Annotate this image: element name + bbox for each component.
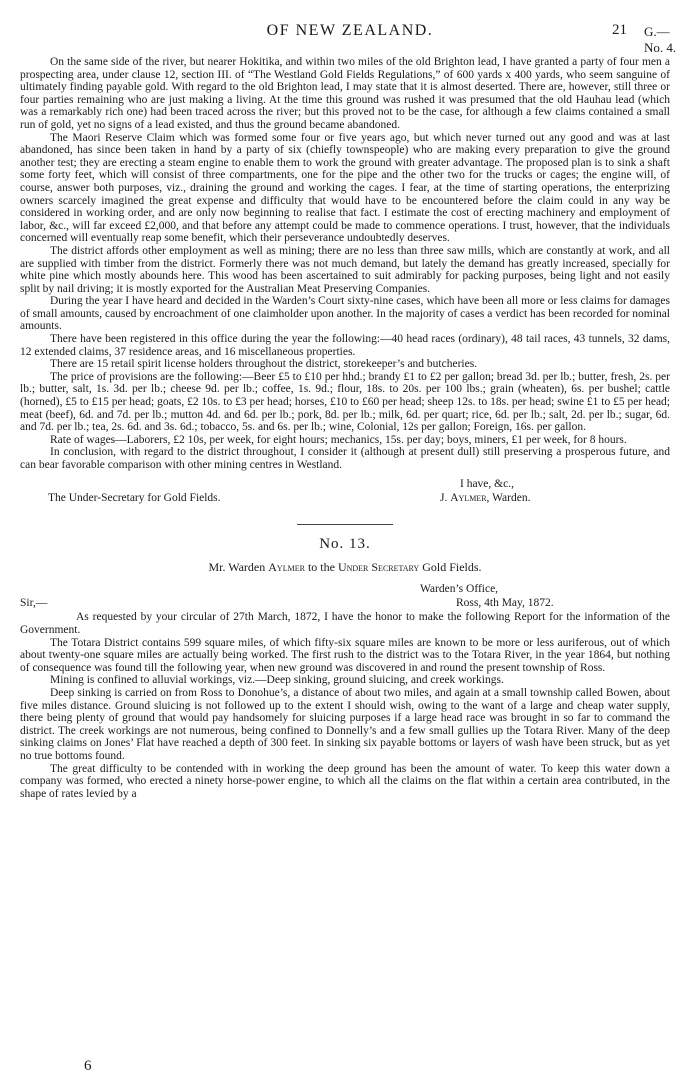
paragraph: The district affords other employment as well as mining; there are no less than three saw mills, which are constantly at work, and all are supplied with timber from the district. Formerly there was not much demand, but lately the demand has greatly increased, specially for white pine which mostly abounds here. This wood has been ascertained to suit admirably for packing purposes, being light and not easily split by nail driving; it is mostly exported for the Australian Meat Preserving Companies. [20, 244, 670, 295]
paragraph: Rate of wages—Laborers, £2 10s, per week, for eight hours; mechanics, 15s. per day; boys, miners, £1 per week, for 8 hours. [50, 433, 627, 446]
page-body [20, 56, 670, 800]
paragraph: The Totara District contains 599 square miles, of which fifty-six square miles are known to be more or less auriferous, out of which about twenty-one square miles are actually being worked. The first rush to the district was to the Totara River, in the year 1864, but nothing of consequence was found till the following year, when new ground was discovered in and round the present township of Ross. [20, 636, 670, 674]
paragraph: Mining is confined to alluvial workings, viz.—Deep sinking, ground sluicing, and creek workings. [50, 674, 504, 687]
letter-place-date: Ross, 4th May, 1872. [456, 597, 554, 610]
paragraph: On the same side of the river, but nearer Hokitika, and within two miles of the old Brighton lead, I have granted a party of four men a prospecting area, under clause 12, section III. of “The Westland Gold Fields Regulations,” of 600 yards x 400 yards, who seem sanguine of ultimately finding payable gold. With regard to the old Brighton lead, I may state that it is almost deserted. There are, however, still three or four parties remaining who are just making a living. At the time this ground was rushed it was presumed that the old Hauhau lead (which was a remarkably rich one) had been traced across the river; but this proved not to be the case, for although a few claims contained a small run of gold, yet no signs of a lead existed, and thus the ground became abandoned. [20, 56, 670, 131]
page-header [20, 22, 680, 55]
paragraph: In conclusion, with regard to the district throughout, I consider it (although at present dull) still preserving a prosperous future, and can bear favorable comparison with other mining centres in Westland. [20, 446, 670, 471]
office-row [20, 583, 670, 597]
running-title: OF NEW ZEALAND. [266, 22, 434, 39]
paragraph: The Maori Reserve Claim which was formed some four or five years ago, but which never turned out any good and was at last abandoned, has since been taken in hand by a party of six (chiefly townspeople) who are making every preparation to give the ground another test; they are erecting a steam engine to enable them to work the ground with greater advantage. The proposed plan is to sink a shaft some forty feet, which will consist of three compartments, one for the pipe and the other two for the trucks or cages; the engine will, of course, answer both purposes, viz., draining the ground and working the cages. I fear, at the time of starting operations, the enterprizing owners scarcely imagined the great expense and difficulty that would have to be encountered before the claim could in any way be considered in working order, and are only now beginning to realise that fact. I estimate the cost of erecting machinery and employment of labor, &c., will far exceed £2,000, and that before any attempt could be made to commence operations. I trust, however, that the individuals concerned will eventually reap some benefit, which their perseverance undoubtedly deserves. [20, 131, 670, 245]
letter-number: No. 13. [319, 536, 371, 553]
letter-salutation: Sir,— [20, 597, 48, 610]
subtitle-prefix: Mr. Warden [208, 559, 266, 574]
subtitle-name: Aylmer [268, 559, 305, 574]
closing-salutation-row [20, 478, 670, 492]
paragraph: The great difficulty to be contended with in working the deep ground has been the amount of water. To keep this water down a company was formed, who erected a ninety horse-power engine, to which all the claims on the flat within a certain area contributed, in the shape of rates levied by a [20, 762, 670, 800]
signature [440, 492, 530, 505]
subtitle-mid: to the [307, 559, 335, 574]
paragraph: There have been registered in this office during the year the following:—40 head races (ordinary), 48 tail races, 43 tunnels, 32 dams, 12 extended claims, 37 residence areas, and 16 miscellaneous properties. [20, 333, 670, 358]
letter-subtitle [20, 561, 670, 574]
date-row [20, 597, 670, 611]
signature-initial: J. [440, 491, 448, 504]
closing-salutation: I have, &c., [460, 477, 514, 490]
office-address: Warden’s Office, [420, 583, 499, 596]
paragraph: As requested by your circular of 27th March, 1872, I have the honor to make the following Report for the information of the Government. [20, 611, 670, 636]
paragraph: During the year I have heard and decided in the Warden’s Court sixty-nine cases, which have been all more or less claims for damages of small amounts, caused by encroachment of one claimholder upon another. In the majority of cases a verdict has been recorded for nominal amounts. [20, 295, 670, 333]
page-number: 21 [612, 22, 627, 38]
signature-name: Aylmer, [450, 491, 490, 504]
paragraph: Deep sinking is carried on from Ross to Donohue’s, a distance of about two miles, and again at a small township called Bowen, about five miles distance. Ground sluicing is not followed up to the extent I should wish, owing to the want of a large and cheap water supply, there being plenty of ground that would pay handsomely for sluicing purposes if a large head race was brought in so far to command the district. The creek workings are not numerous, being confined to Donnelly’s and a few small gullies up the Totara River. Many of the deep sinking claims on Jones’ Flat have reached a depth of 300 feet. In sinking six payable bottoms or layers of wash have been struck, but as yet no true bottoms found. [20, 686, 670, 762]
section-divider [20, 516, 670, 529]
signature-mark: 6 [84, 1058, 92, 1074]
subtitle-office: Under Secretary [337, 559, 420, 574]
paragraph: There are 15 retail spirit license holders throughout the district, storekeeper’s and butcheries. [50, 358, 478, 371]
addressee: The Under-Secretary for Gold Fields. [48, 491, 221, 504]
signature-title: Warden. [492, 491, 531, 504]
signature-row [20, 492, 670, 506]
paragraph: The price of provisions are the following:—Beer £5 to £10 per hhd.; brandy £1 to £2 per gallon; bread 3d. per lb.; butter, fresh, 2s. per lb.; butter, salt, 1s. 3d. per lb.; cheese 9d. per lb.; coffee, 1s. 9d.; flour, 18s. to 20s. per 100 lbs.; grain (wheaten), 6s. per bushel; cattle (horned), £5 to £15 per head; goats, £2 10s. to £3 per head; horses, £10 to £60 per head; sheep 12s. to 18s. per head; swine £1 to £5 per head; meat (beef), 6d. and 7d. per lb.; mutton 4d. and 6d. per lb.; pork, 8d. per lb.; milk, 6d. per quart; rice, 6d. per lb.; salt, 2d. per lb.; sugar, 6d. and 7d. per lb.; tea, 2s. 6d. and 3s. 6d.; tobacco, 5s. and 6s. per lb.; wine, Colonial, 12s per gallon; Foreign, 16s. per gallon. [20, 370, 670, 434]
subtitle-suffix: Gold Fields. [422, 559, 482, 574]
document-reference: G.—No. 4. [644, 24, 677, 55]
